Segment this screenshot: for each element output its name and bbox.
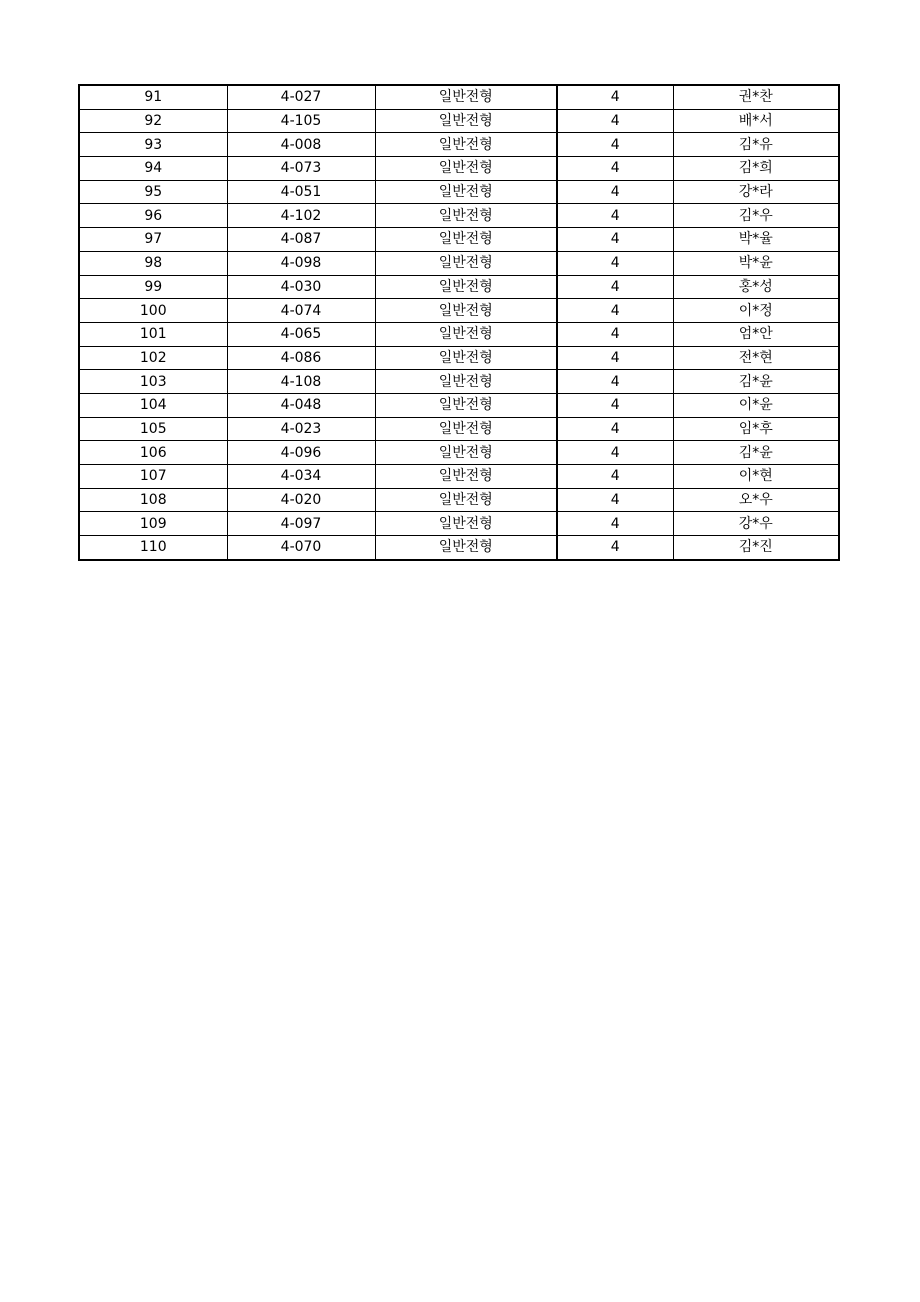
exam-id: 4-074: [227, 299, 375, 323]
grade: 4: [557, 275, 673, 299]
grade: 4: [557, 393, 673, 417]
applicant-name: 강*라: [673, 180, 839, 204]
exam-id: 4-096: [227, 441, 375, 465]
grade: 4: [557, 228, 673, 252]
admission-type: 일반전형: [375, 512, 557, 536]
table-row: [79, 393, 839, 417]
admission-type: 일반전형: [375, 85, 557, 109]
applicant-name: 김*희: [673, 157, 839, 181]
table-row: [79, 346, 839, 370]
row-number: 103: [79, 370, 227, 394]
grade: 4: [557, 85, 673, 109]
admission-type: 일반전형: [375, 228, 557, 252]
exam-id: 4-097: [227, 512, 375, 536]
admission-type: 일반전형: [375, 370, 557, 394]
exam-id: 4-048: [227, 393, 375, 417]
table-row: [79, 180, 839, 204]
grade: 4: [557, 299, 673, 323]
table-row: [79, 109, 839, 133]
applicant-name: 권*찬: [673, 85, 839, 109]
grade: 4: [557, 441, 673, 465]
row-number: 93: [79, 133, 227, 157]
exam-id: 4-070: [227, 536, 375, 560]
grade: 4: [557, 133, 673, 157]
admission-type: 일반전형: [375, 536, 557, 560]
row-number: 99: [79, 275, 227, 299]
exam-id: 4-051: [227, 180, 375, 204]
admission-type: 일반전형: [375, 393, 557, 417]
applicant-table: [78, 84, 840, 561]
row-number: 96: [79, 204, 227, 228]
exam-id: 4-073: [227, 157, 375, 181]
row-number: 108: [79, 488, 227, 512]
applicant-name: 홍*성: [673, 275, 839, 299]
admission-type: 일반전형: [375, 275, 557, 299]
applicant-name: 임*후: [673, 417, 839, 441]
row-number: 98: [79, 251, 227, 275]
table-row: [79, 157, 839, 181]
grade: 4: [557, 346, 673, 370]
table-row: [79, 417, 839, 441]
row-number: 104: [79, 393, 227, 417]
exam-id: 4-102: [227, 204, 375, 228]
grade: 4: [557, 251, 673, 275]
admission-type: 일반전형: [375, 441, 557, 465]
exam-id: 4-027: [227, 85, 375, 109]
applicant-name: 이*정: [673, 299, 839, 323]
grade: 4: [557, 322, 673, 346]
admission-type: 일반전형: [375, 417, 557, 441]
exam-id: 4-023: [227, 417, 375, 441]
admission-type: 일반전형: [375, 180, 557, 204]
row-number: 102: [79, 346, 227, 370]
table-row: [79, 512, 839, 536]
table-row: [79, 133, 839, 157]
row-number: 97: [79, 228, 227, 252]
row-number: 106: [79, 441, 227, 465]
exam-id: 4-008: [227, 133, 375, 157]
exam-id: 4-087: [227, 228, 375, 252]
row-number: 95: [79, 180, 227, 204]
exam-id: 4-086: [227, 346, 375, 370]
grade: 4: [557, 488, 673, 512]
exam-id: 4-098: [227, 251, 375, 275]
table-row: [79, 488, 839, 512]
exam-id: 4-105: [227, 109, 375, 133]
row-number: 107: [79, 465, 227, 489]
row-number: 94: [79, 157, 227, 181]
applicant-name: 엄*안: [673, 322, 839, 346]
table-row: [79, 251, 839, 275]
applicant-table-body: [79, 85, 839, 560]
document-page: [78, 84, 838, 561]
row-number: 91: [79, 85, 227, 109]
table-row: [79, 85, 839, 109]
grade: 4: [557, 204, 673, 228]
grade: 4: [557, 109, 673, 133]
table-row: [79, 228, 839, 252]
applicant-name: 강*우: [673, 512, 839, 536]
admission-type: 일반전형: [375, 109, 557, 133]
row-number: 110: [79, 536, 227, 560]
table-row: [79, 275, 839, 299]
table-row: [79, 299, 839, 323]
row-number: 105: [79, 417, 227, 441]
exam-id: 4-034: [227, 465, 375, 489]
grade: 4: [557, 536, 673, 560]
applicant-name: 오*우: [673, 488, 839, 512]
table-row: [79, 536, 839, 560]
admission-type: 일반전형: [375, 133, 557, 157]
grade: 4: [557, 417, 673, 441]
exam-id: 4-065: [227, 322, 375, 346]
applicant-name: 전*현: [673, 346, 839, 370]
grade: 4: [557, 157, 673, 181]
grade: 4: [557, 180, 673, 204]
exam-id: 4-030: [227, 275, 375, 299]
applicant-name: 김*윤: [673, 370, 839, 394]
admission-type: 일반전형: [375, 488, 557, 512]
applicant-name: 이*윤: [673, 393, 839, 417]
row-number: 100: [79, 299, 227, 323]
grade: 4: [557, 370, 673, 394]
grade: 4: [557, 465, 673, 489]
applicant-name: 박*율: [673, 228, 839, 252]
admission-type: 일반전형: [375, 251, 557, 275]
table-row: [79, 370, 839, 394]
applicant-name: 배*서: [673, 109, 839, 133]
admission-type: 일반전형: [375, 346, 557, 370]
grade: 4: [557, 512, 673, 536]
admission-type: 일반전형: [375, 299, 557, 323]
admission-type: 일반전형: [375, 157, 557, 181]
exam-id: 4-020: [227, 488, 375, 512]
applicant-name: 김*우: [673, 204, 839, 228]
admission-type: 일반전형: [375, 204, 557, 228]
applicant-name: 김*윤: [673, 441, 839, 465]
admission-type: 일반전형: [375, 322, 557, 346]
admission-type: 일반전형: [375, 465, 557, 489]
applicant-name: 김*진: [673, 536, 839, 560]
row-number: 109: [79, 512, 227, 536]
applicant-name: 박*윤: [673, 251, 839, 275]
exam-id: 4-108: [227, 370, 375, 394]
table-row: [79, 465, 839, 489]
table-row: [79, 441, 839, 465]
table-row: [79, 322, 839, 346]
row-number: 92: [79, 109, 227, 133]
applicant-name: 김*유: [673, 133, 839, 157]
table-row: [79, 204, 839, 228]
row-number: 101: [79, 322, 227, 346]
applicant-name: 이*현: [673, 465, 839, 489]
